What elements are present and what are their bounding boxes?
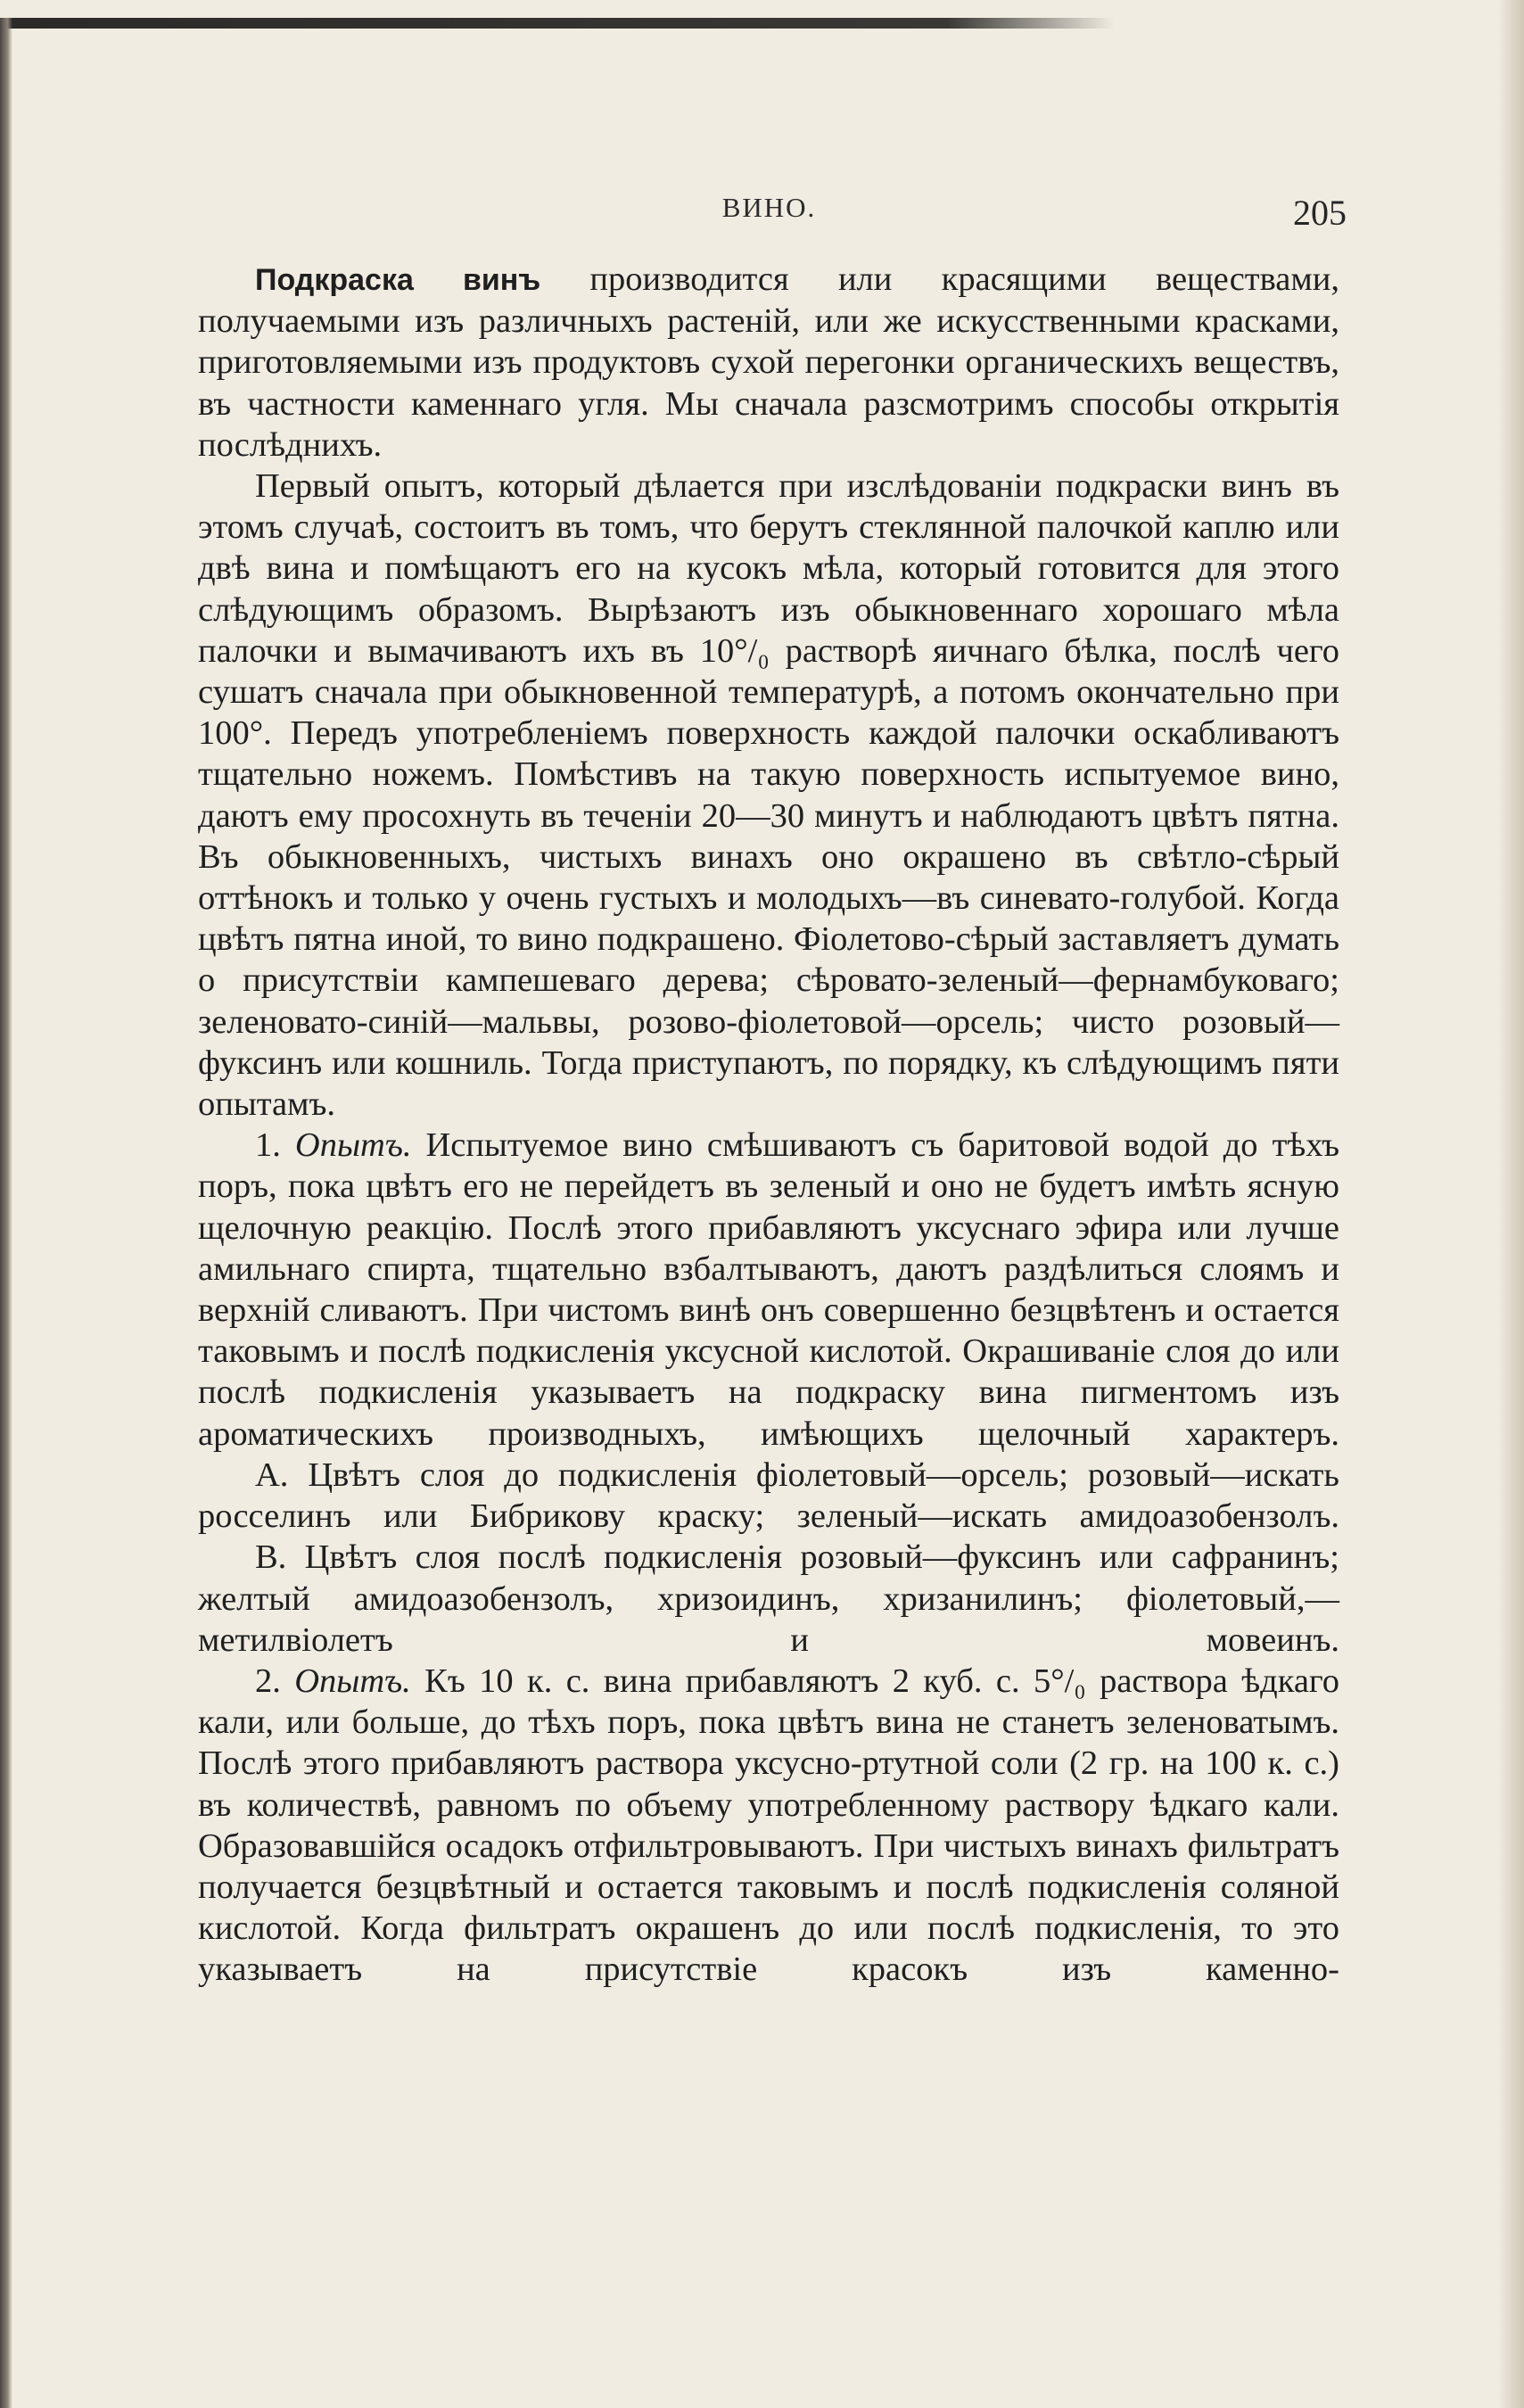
experiment-number: 2.: [255, 1662, 295, 1700]
paragraph-lead-heading: Подкраска винъ: [255, 263, 541, 297]
right-edge-shade: [1497, 0, 1524, 2408]
experiment-heading: Опытъ.: [294, 1126, 412, 1165]
paragraph: [198, 1125, 1339, 1455]
paragraph: [198, 1661, 1339, 1991]
paragraph-text: А. Цвѣтъ слоя до подкисленія фіолетовый—орсель; розовый—искать росселинъ или Бибрикову краску; зеленый—искать амидоазобензолъ.: [198, 1456, 1339, 1536]
top-edge-shadow: [0, 18, 1115, 29]
binding-edge-shadow: [0, 18, 12, 2408]
paragraph: [198, 259, 1339, 466]
paragraph: [198, 1455, 1339, 1537]
page-number: 205: [1293, 193, 1347, 233]
paragraph-text: Испытуемое вино смѣшиваютъ съ баритовой водой до тѣхъ поръ, пока цвѣтъ его не перейдетъ въ зеленый и оно не будетъ имѣть ясную щелочную реакцію. Послѣ этого прибавляютъ уксуснаго эфира или лучше амильнаго спирта, тщательно взбалтываютъ, даютъ раздѣлиться слоямъ и верхній сливаютъ. При чистомъ винѣ онъ совершенно безцвѣтенъ и остается таковымъ и послѣ подкисленія уксусной кислотой. Окрашиваніе слоя до или послѣ подкисленія указываетъ на подкраску вина пигментомъ изъ ароматическихъ производныхъ, имѣющихъ щелочный характеръ.: [198, 1126, 1339, 1453]
paragraph-text: Первый опытъ, который дѣлается при изслѣдованіи подкраски винъ въ этомъ случаѣ, состоитъ въ томъ, что берутъ стеклянной палочкой каплю или двѣ вина и помѣщаютъ его на кусокъ мѣла, который готовится для этого слѣдующимъ образомъ. Вырѣзаютъ изъ обыкновеннаго хорошаго мѣла палочки и вымачиваютъ ихъ въ 10°/₀ растворѣ яичнаго бѣлка, послѣ чего сушатъ сначала при обыкновенной температурѣ, а потомъ окончательно при 100°. Передъ употребленіемъ поверхность каждой палочки оскабливаютъ тщательно ножемъ. Помѣстивъ на такую поверхность испытуемое вино, даютъ ему просохнуть въ теченіи 20—30 минутъ и наблюдаютъ цвѣтъ пятна. Въ обыкновенныхъ, чистыхъ винахъ оно окрашено въ свѣтло-сѣрый оттѣнокъ и только у очень густыхъ и молодыхъ—въ синевато-голубой. Когда цвѣтъ пятна иной, то вино подкрашено. Фіолетово-сѣрый заставляетъ думать о присутствіи кампешеваго дерева; сѣровато-зеленый—фернамбуковаго; зеленовато-синій—мальвы, розово-фіолетовой—орсель; чисто розовый—фуксинъ или кошниль. Тогда приступаютъ, по порядку, къ слѣдующимъ пяти опытамъ.: [198, 467, 1339, 1124]
running-title: ВИНО.: [721, 192, 817, 223]
paragraph: [198, 466, 1339, 1125]
experiment-number: 1.: [255, 1126, 295, 1165]
paragraph-text: В. Цвѣтъ слоя послѣ подкисленія розовый—фуксинъ или сафранинъ; желтый амидоазобензолъ, хризоидинъ, хризанилинъ; фіолетовый,—метилвіолетъ и мовеинъ.: [198, 1538, 1339, 1659]
paragraph-text: Къ 10 к. с. вина прибавляютъ 2 куб. с. 5°/₀ раствора ѣдкаго кали, или больше, до тѣхъ поръ, пока цвѣтъ вина не станетъ зеленоватымъ. Послѣ этого прибавляютъ раствора уксусно-ртутной соли (2 гр. на 100 к. с.) въ количествѣ, равномъ по объему употребленному раствору ѣдкаго кали. Образовавшійся осадокъ отфильтровываютъ. При чистыхъ винахъ фильтратъ получается безцвѣтный и остается таковымъ и послѣ подкисленія соляной кислотой. Когда фильтратъ окрашенъ до или послѣ подкисленія, то это указываетъ на присутствіе красокъ изъ каменно-: [198, 1662, 1339, 1989]
page-header: [192, 192, 1347, 236]
paragraph: [198, 1537, 1339, 1661]
experiment-heading: Опытъ.: [294, 1662, 411, 1700]
body-text: [198, 259, 1339, 1991]
paragraph-text: производится или красящими веществами, получаемыми изъ различныхъ растеній, или же искусственными красками, приготовляемыми изъ продуктовъ сухой перегонки органическихъ веществъ, въ частности каменнаго угля. Мы сначала разсмотримъ способы открытія послѣднихъ.: [198, 260, 1339, 464]
